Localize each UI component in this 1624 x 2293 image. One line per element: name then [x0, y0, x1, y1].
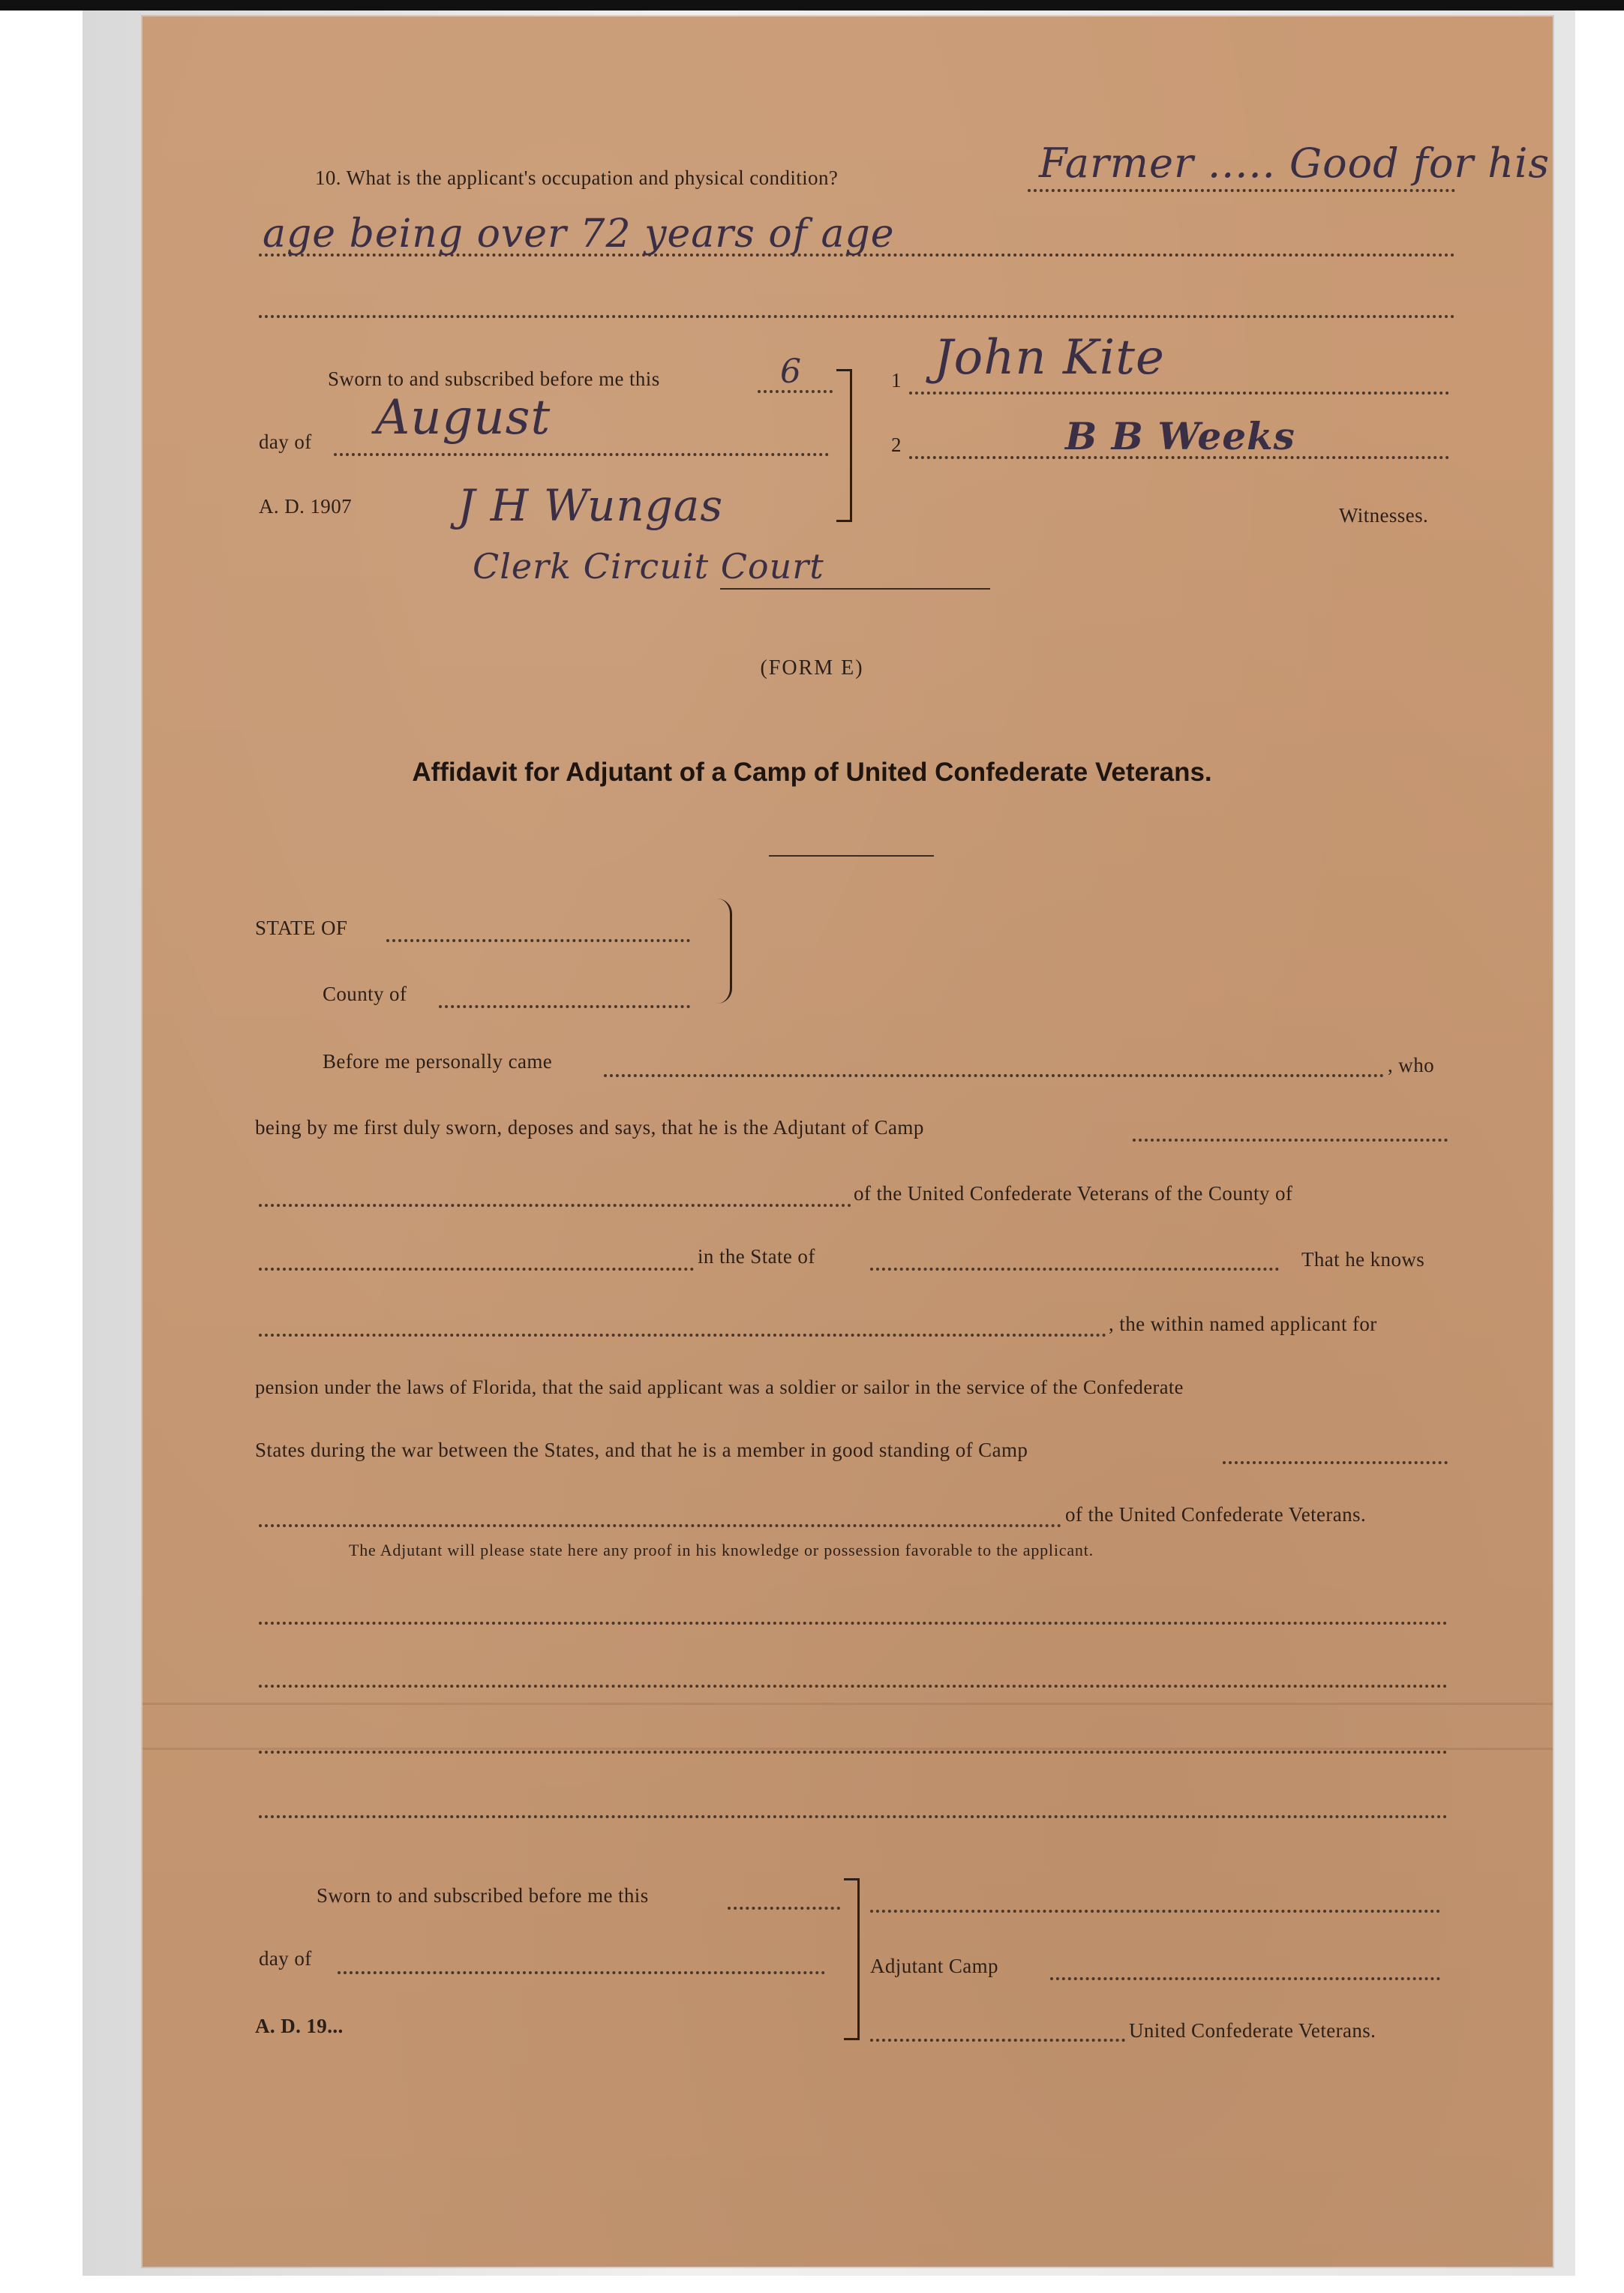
affidavit-line-2: being by me first duly sworn, deposes and says, that he is the Adjutant of Camp	[255, 1116, 924, 1139]
top-border	[0, 0, 1624, 11]
clerk-signature: J H Wungas	[458, 480, 724, 531]
witnesses-label: Witnesses.	[1339, 504, 1429, 527]
day-of-label: day of	[259, 431, 312, 453]
adjutant-instruction: The Adjutant will please state here any proof in his knowledge or possession favorable to the applicant.	[349, 1541, 1094, 1559]
adjutant-signature-line	[870, 1910, 1440, 1913]
witness-2-signature: B B Weeks	[1065, 414, 1295, 458]
adjutant-camp-line	[1050, 1977, 1440, 1980]
camp-line-2	[259, 1204, 851, 1207]
name-line	[604, 1074, 1384, 1077]
paper-fold	[143, 1748, 1553, 1750]
affidavit-line-6: pension under the laws of Florida, that the said applicant was a soldier or sailor in the service of the Confederate	[255, 1376, 1184, 1398]
affidavit-line-4-end: That he knows	[1301, 1248, 1425, 1271]
county-label: County of	[323, 983, 407, 1005]
form-label: (FORM E)	[760, 656, 864, 680]
question-10: 10. What is the applicant's occupation and physical condition?	[315, 167, 839, 189]
witness-1-number: 1	[891, 369, 902, 392]
day-of-label-2: day of	[259, 1947, 312, 1970]
affidavit-line-4-mid: in the State of	[698, 1245, 815, 1268]
state-name-line	[870, 1268, 1279, 1271]
handwritten-occupation: Farmer ..... Good for his	[1039, 140, 1550, 187]
year-label-2: A. D. 19...	[255, 2015, 344, 2037]
ucv-camp-line	[870, 2039, 1125, 2042]
applicant-name-line	[259, 1334, 1106, 1337]
venue-brace	[716, 899, 732, 1004]
witness-1-signature: John Kite	[934, 330, 1165, 386]
county-name-line	[259, 1268, 694, 1271]
proof-line	[259, 1751, 1448, 1754]
bracket-2	[844, 1878, 860, 2040]
answer-line	[259, 315, 1455, 318]
handwritten-day: 6	[780, 353, 802, 391]
month-line-2	[338, 1971, 825, 1974]
affidavit-line-5: , the within named applicant for	[1109, 1313, 1377, 1335]
affidavit-line-7: States during the war between the States, and that he is a member in good standing of Camp	[255, 1439, 1028, 1461]
proof-line	[259, 1622, 1448, 1625]
camp-line	[1133, 1139, 1448, 1142]
proof-line	[259, 1685, 1448, 1688]
state-line	[386, 939, 690, 942]
affidavit-line-1: Before me personally came	[323, 1050, 553, 1073]
affidavit-title: Affidavit for Adjutant of a Camp of United Confederate Veterans.	[412, 758, 1212, 787]
year-label: A. D. 1907	[259, 495, 352, 518]
witness-1-line	[909, 392, 1449, 395]
handwritten-month: August	[375, 390, 551, 446]
affidavit-line-8: of the United Confederate Veterans.	[1065, 1503, 1367, 1526]
signature-underline	[720, 588, 990, 590]
affidavit-line-3: of the United Confederate Veterans of the County of	[854, 1182, 1293, 1205]
handwritten-condition: age being over 72 years of age	[263, 212, 895, 257]
state-label: STATE OF	[255, 917, 348, 939]
adjutant-camp-label: Adjutant Camp	[870, 1955, 998, 1977]
title-rule	[769, 855, 934, 857]
witness-2-number: 2	[891, 434, 902, 456]
camp-name-line-2	[259, 1524, 1061, 1527]
county-line	[439, 1005, 690, 1008]
answer-line	[1028, 189, 1455, 192]
paper-fold	[143, 1703, 1553, 1705]
sworn-text-2: Sworn to and subscribed before me this	[317, 1884, 649, 1907]
bracket	[836, 369, 852, 522]
camp-name-line	[1223, 1461, 1448, 1464]
sworn-text: Sworn to and subscribed before me this	[328, 368, 660, 390]
ucv-label: United Confederate Veterans.	[1129, 2019, 1376, 2042]
day-line-2	[728, 1907, 840, 1910]
proof-line	[259, 1815, 1448, 1818]
affidavit-line-1-end: , who	[1388, 1054, 1434, 1076]
clerk-title: Clerk Circuit Court	[473, 546, 824, 587]
month-line	[334, 453, 829, 456]
